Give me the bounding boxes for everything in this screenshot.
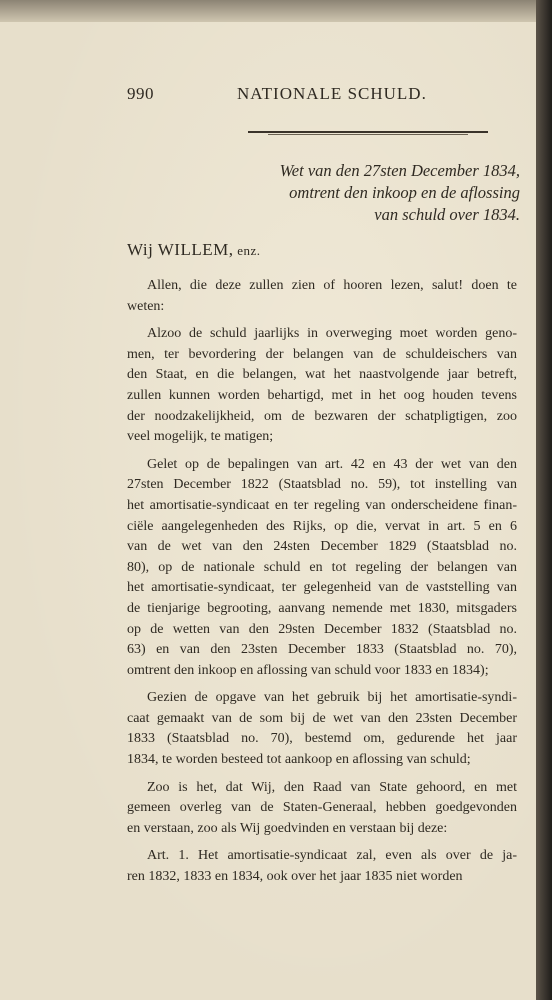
text-line: gemeen overleg van de Staten-Generaal, hebben goedgevonden (127, 800, 517, 816)
text-line: van de wet van den 24sten December 1829 (Staatsblad no. (127, 539, 517, 555)
paragraph (127, 688, 517, 770)
running-title: NATIONALE SCHULD. (237, 84, 427, 103)
text-line: zullen kunnen worden behartigd, met in het oog houden tevens (127, 387, 517, 403)
text-line: 27sten December 1822 (Staatsblad no. 59), tot instelling van (127, 477, 517, 493)
text-line: 1834, te worden besteed tot aankoop en aflossing van schuld; (127, 752, 471, 768)
opening-formula (127, 240, 261, 260)
text-line: de tienjarige begrooting, aanvang nemende met 1830, mitsgaders (127, 600, 517, 616)
page-top-shadow (0, 0, 536, 22)
text-line: het amortisatie-syndicaat, ter gelegenheid van de vaststelling van (127, 580, 517, 596)
text-line: der noodzakelijkheid, om de bezwaren der schatpligtigen, zoo (127, 408, 517, 424)
paragraph (127, 276, 517, 317)
law-body (127, 276, 517, 895)
text-line: Art. 1. Het amortisatie-syndicaat zal, even als over de ja- (147, 848, 517, 864)
law-title-line: van schuld over 1834. (374, 205, 520, 224)
text-line: omtrent den inkoop en aflossing van schuld voor 1833 en 1834); (127, 662, 489, 678)
text-line: en verstaan, zoo als Wij goedvinden en verstaan bij deze: (127, 820, 448, 836)
text-line: Gezien de opgave van het gebruik bij het amortisatie-syndi- (147, 690, 517, 706)
paragraph (127, 324, 517, 448)
law-title (226, 160, 520, 226)
separator-rule-thin (268, 134, 468, 135)
text-line: ciële aangelegenheden des Rijks, op die, vervat in art. 5 en 6 (127, 518, 517, 534)
text-line: 63) en van den 23sten December 1833 (Staatsblad no. 70), (127, 642, 517, 658)
text-line: Alzoo de schuld jaarlijks in overweging moet worden geno- (147, 326, 517, 342)
text-line: weten: (127, 298, 165, 314)
paragraph (127, 778, 517, 840)
text-line: op de wetten van den 29sten December 1832 (Staatsblad no. (127, 621, 517, 637)
separator-rule (248, 131, 488, 133)
text-line: Gelet op de bepalingen van art. 42 en 43 der wet van den (147, 456, 517, 472)
text-line: ren 1832, 1833 en 1834, ook over het jaar 1835 niet worden (127, 869, 463, 885)
page-header (0, 84, 536, 108)
paragraph (127, 455, 517, 682)
page-number: 990 (127, 84, 154, 103)
law-title-line: Wet van den 27sten December 1834, (279, 161, 520, 180)
text-line: den Staat, en die belangen, wat het naastvolgende jaar betreft, (127, 367, 517, 383)
text-line: 80), op de nationale schuld en tot regeling der belangen van (127, 559, 517, 575)
page-edge-shadow (536, 0, 552, 1000)
text-line: Zoo is het, dat Wij, den Raad van State gehoord, en met (147, 779, 517, 795)
text-line: Allen, die deze zullen zien of hooren lezen, salut! doen te (147, 278, 517, 293)
text-line: caat gemaakt van de som bij de wet van den 23sten December (127, 710, 517, 726)
text-line: veel mogelijk, te matigen; (127, 429, 274, 445)
text-line: 1833 (Staatsblad no. 70), bestemd om, gedurende het jaar (127, 731, 517, 747)
text-line: men, ter bevordering der belangen van de schuldeischers van (127, 346, 517, 362)
opening-main: Wij WILLEM, (127, 240, 234, 259)
opening-small: enz. (233, 243, 261, 258)
paragraph (127, 846, 517, 887)
law-title-line: omtrent den inkoop en de aflossing (289, 183, 520, 202)
text-line: het amortisatie-syndicaat en ter regeling van onderscheidene finan- (127, 497, 517, 513)
